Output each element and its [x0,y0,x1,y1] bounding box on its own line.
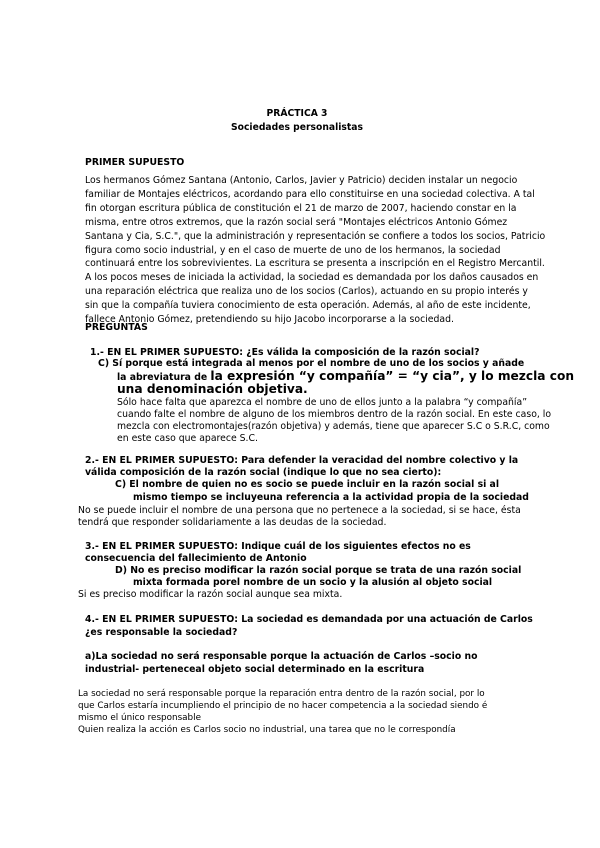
paragraph-line: A los pocos meses de iniciada la actividad, la sociedad es demandada por los daños causados en [85,272,539,283]
explanation-line: que Carlos estaría incumpliendo el principio de no hacer competencia a la sociedad siendo é [78,701,488,711]
explanation-line: cuando falte el nombre de alguno de los miembros dentro de la razón social. En este caso, lo [117,409,552,420]
paragraph-line: Santana y Cia, S.C.", que la administración y representación se confiere a todos los socios, Patricio [85,231,546,242]
answer-line: C) Sí porque está integrada al menos por el nombre de uno de los socios y añade [98,358,525,369]
section-heading-preguntas: PREGUNTAS [85,322,148,333]
answer-line-part-large: la expresión “y compañía” = “y cia”, y lo mezcla con [210,369,575,383]
paragraph-line: Los hermanos Gómez Santana (Antonio, Carlos, Javier y Patricio) deciden instalar un negocio [85,175,518,186]
paragraph-line: misma, entre otros extremos, que la razón social será "Montajes eléctricos Antonio Gómez [85,217,508,228]
answer-line-part: la abreviatura de [117,372,211,383]
answer-line: mismo tiempo se incluyeuna referencia a la actividad propia de la sociedad [133,492,529,503]
explanation-line: tendrá que responder solidariamente a las deudas de la sociedad. [78,517,387,528]
page-title: PRÁCTICA 3 [266,108,328,119]
paragraph-line: figura como socio industrial, y en el caso de muerte de uno de los hermanos, la sociedad [85,245,501,256]
question-text: ¿es responsable la sociedad? [85,627,238,638]
explanation-line: Sólo hace falta que aparezca el nombre de uno de ellos junto a la palabra “y compañía” [117,397,528,408]
explanation-line: La sociedad no será responsable porque la reparación entra dentro de la razón social, por lo [78,689,485,699]
paragraph-line: fin otorgan escritura pública de constitución el 21 de marzo de 2007, haciendo constar en la [85,203,517,214]
question-text: válida composición de la razón social (indique lo que no sea cierto): [85,467,442,478]
question-text: 3.- EN EL PRIMER SUPUESTO: Indique cuál de los siguientes efectos no es [85,541,471,552]
paragraph-line: una reparación eléctrica que realiza uno de los socios (Carlos), actuando en su propio interés y [85,286,528,297]
explanation-line: Quien realiza la acción es Carlos socio no industrial, una tarea que no le correspondía [78,725,456,735]
answer-line: D) No es preciso modificar la razón social porque se trata de una razón social [115,565,522,576]
question-text: consecuencia del fallecimiento de Antonio [85,553,307,564]
question-text: 2.- EN EL PRIMER SUPUESTO: Para defender la veracidad del nombre colectivo y la [85,455,519,466]
section-heading-supuesto: PRIMER SUPUESTO [85,157,185,168]
answer-line: una denominación objetiva. [117,382,308,396]
answer-line: C) El nombre de quien no es socio se puede incluir en la razón social si al [115,479,500,490]
answer-line: industrial- perteneceal objeto social determinado en la escritura [85,664,425,675]
question-text: 4.- EN EL PRIMER SUPUESTO: La sociedad es demandada por una actuación de Carlos [85,614,533,625]
question-text: 1.- EN EL PRIMER SUPUESTO: ¿Es válida la composición de la razón social? [90,347,480,358]
answer-line: mixta formada porel nombre de un socio y la alusión al objeto social [133,577,493,588]
page-subtitle: Sociedades personalistas [231,122,363,133]
paragraph-line: continuará entre los sobrevivientes. La escritura se presenta a inscripción en el Registro Mercantil. [85,258,545,269]
explanation-line: mismo el único responsable [78,713,201,723]
paragraph-line: sin que la compañía tuviera conocimiento de esta operación. Además, al año de este incidente, [85,300,531,311]
explanation-line: No se puede incluir el nombre de una persona que no pertenece a la sociedad, si se hace, ésta [78,505,521,516]
explanation-line: mezcla con electromontajes(razón objetiva) y además, tiene que aparecer S.C o S.R.C, como [117,421,550,432]
explanation-line: Si es preciso modificar la razón social aunque sea mixta. [78,589,343,600]
paragraph-line: familiar de Montajes eléctricos, acordando para ello constituirse en una sociedad colectiva. A tal [85,189,535,200]
paragraph-line: fallece Antonio Gómez, pretendiendo su hijo Jacobo incorporarse a la sociedad. [85,314,454,325]
answer-line: a)La sociedad no será responsable porque la actuación de Carlos –socio no [85,651,478,662]
explanation-line: en este caso que aparece S.C. [117,433,258,444]
